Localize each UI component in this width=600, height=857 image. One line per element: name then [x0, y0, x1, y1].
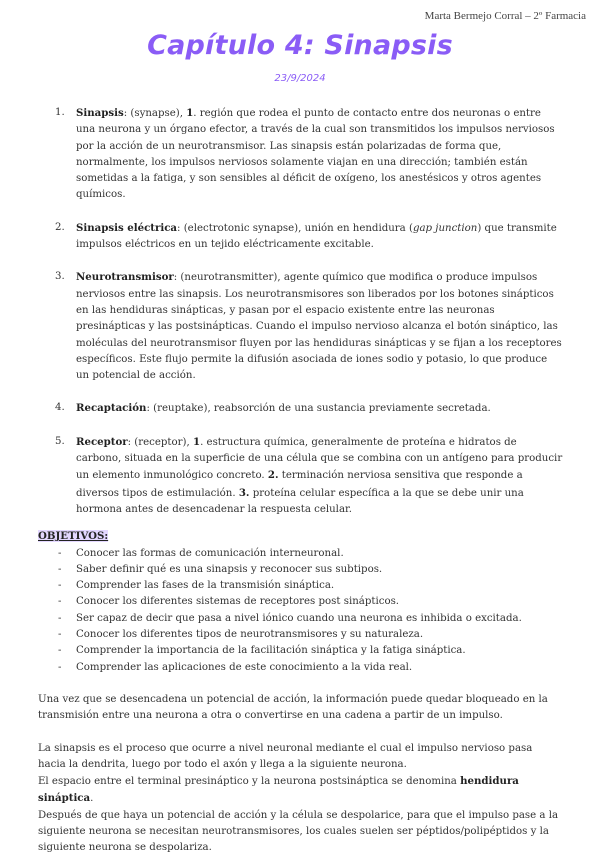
- paragraph-action-potential: Una vez que se desencadena un potencial de acción, la información puede quedar bloqueado en la transmisión entre una neurona a otra o convertirse en una cadena a partir de un impulso.: [38, 693, 548, 722]
- page-date: 23/9/2024: [274, 73, 326, 84]
- definitions-list: [38, 105, 563, 518]
- page-header-author: Marta Bermejo Corral – 2º Farmacia: [424, 10, 586, 22]
- paragraph-synapse-process: La sinapsis es el proceso que ocurre a nivel neuronal mediante el cual el impulso nervioso pasa hacia la dendrita, luego por todo el axón y llega a la siguiente neurona.: [38, 742, 533, 770]
- paragraph-neurotransmitters: Después de que haya un potencial de acción y la célula se despolarice, para que el impulso pase a la siguiente neurona se necesitan neurotransmisores, los cuales suelen ser péptidos/polipéptidos y la siguiente neurona se despolariza.: [38, 809, 559, 854]
- definition-term: Sinapsis: [76, 107, 124, 119]
- list-item: - Comprender la importancia de la facilitación sináptica y la fatiga sináptica.: [58, 645, 466, 657]
- list-item: - Conocer los diferentes sistemas de receptores post sinápticos.: [58, 596, 400, 608]
- paragraph-synaptic-cleft: El espacio entre el terminal presináptico y la neurona postsináptica se denomina hendidura sináptica.: [38, 775, 519, 805]
- objectives-heading: OBJETIVOS:: [38, 530, 109, 543]
- definition-term: Neurotransmisor: [76, 271, 174, 284]
- definition-item: 1. Sinapsis: (synapse), 1. región que rodea el punto de contacto entre dos neuronas o entre una neurona y un órgano efector, a través de la cual son transmitidos los impulsos nerviosos por la acción de un neurotransmisor. Las sinapsis están polarizadas de forma que, normalmente, los impulsos nerviosos solamente viajan en una dirección; también están sometidas a la fatiga, y son sensibles al déficit de oxígeno, los anestésicos y otros agentes químicos.: [55, 107, 555, 201]
- list-item: - Comprender las fases de la transmisión sináptica.: [58, 580, 335, 592]
- definition-term: Recaptación: [76, 402, 147, 415]
- list-item: - Comprender las aplicaciones de este conocimiento a la vida real.: [58, 661, 413, 673]
- list-item: - Conocer los diferentes tipos de neurotransmisores y su naturaleza.: [58, 629, 424, 641]
- definition-item: 5. Receptor: (receptor), 1. estructura química, generalmente de proteína e hidratos de carbono, situada en la superficie de una célula que se combina con un antígeno para producir un elemento inmunológico concreto. 2. terminación nerviosa sensitiva que responde a diversos tipos de estimulación. 3. proteína celular específica a la que se debe unir una hormona antes de desencadenar la respuesta celular.: [55, 435, 563, 515]
- document-body: [38, 105, 563, 857]
- list-item: - Ser capaz de decir que pasa a nivel iónico cuando una neurona es inhibida o excitada.: [58, 612, 522, 624]
- definition-term: Sinapsis eléctrica: [76, 221, 178, 234]
- objectives-list: [38, 546, 563, 676]
- definition-item: 2. Sinapsis eléctrica: (electrotonic synapse), unión en hendidura (gap junction) que transmite impulsos eléctricos en un tejido eléctricamente excitable.: [55, 221, 557, 251]
- page-title: Capítulo 4: Sinapsis: [147, 30, 453, 61]
- definition-item: 3. Neurotransmisor: (neurotransmitter), agente químico que modifica o produce impulsos nerviosos entre las sinapsis. Los neurotransmisores son liberados por los botones sinápticos en las hendiduras sinápticas, y pasan por el espacio existente entre las neuronas presinápticas y las postsinápticas. Cuando el impulso nervioso alcanza el botón sináptico, las moléculas del neurotransmisor fluyen por las hendiduras sinápticas y se fijan a los receptores específicos. Este flujo permite la difusión asociada de iones sodio y potasio, lo que produce un potencial de acción.: [55, 271, 562, 382]
- definition-term: Receptor: [76, 435, 128, 448]
- definition-item: 4. Recaptación: (reuptake), reabsorción de una sustancia previamente secretada.: [55, 402, 491, 415]
- list-item: - Saber definir qué es una sinapsis y reconocer sus subtipos.: [58, 563, 383, 575]
- list-item: - Conocer las formas de comunicación interneuronal.: [58, 547, 344, 559]
